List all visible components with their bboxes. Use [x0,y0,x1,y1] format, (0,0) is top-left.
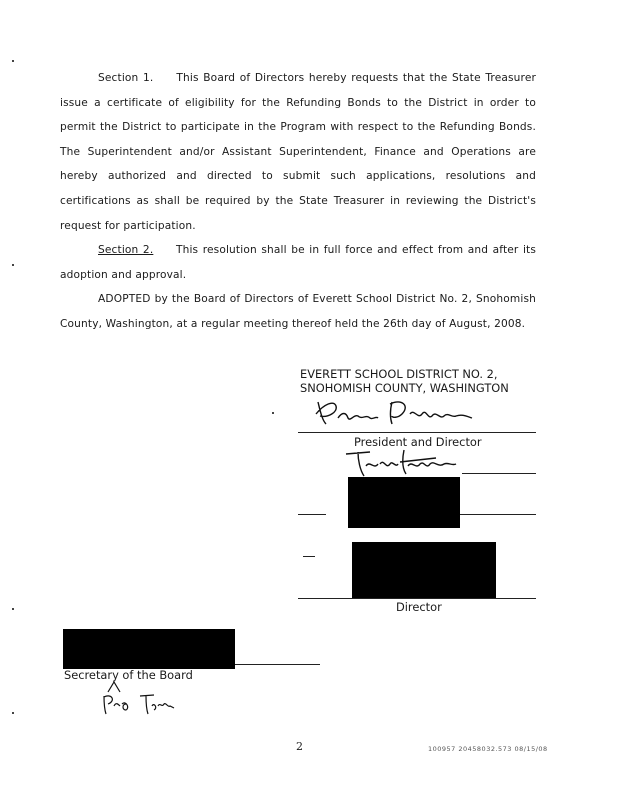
page-number: 2 [296,740,303,753]
redaction-box [352,542,496,598]
district-name-line-2: SNOHOMISH COUNTY, WASHINGTON [300,381,509,395]
scan-speck [12,712,14,714]
secretary-label: Secretary of the Board [64,668,193,682]
director-label: Director [396,600,442,614]
section-2-paragraph [60,238,536,287]
director-signature-line [298,598,536,599]
director-line-stub [303,556,315,557]
pro-tem-handwriting [100,692,180,716]
director-signature-line-top [462,473,536,474]
director-line-left [298,514,326,515]
redaction-box [348,477,460,528]
scan-speck [12,60,14,62]
section-1-body: This Board of Directors hereby requests that the State Treasurer issue a certificate of eligibility for the Refunding Bonds to the District in order to permit the District to participate in the Program with respect to the Refunding Bonds. The Superintendent and/or Assistant Superintendent, Finance and Operations are hereby authorized and directed to submit such applications, resolutions and certifications as shall be required by the State Treasurer in reviewing the District's request for participation. [60,72,536,232]
secretary-signature-line [235,664,320,665]
director-line-right [460,514,536,515]
section-1-heading: Section 1. [98,72,154,84]
document-id: 100957 20458032.573 08/15/08 [428,745,548,753]
district-name-line-1: EVERETT SCHOOL DISTRICT NO. 2, [300,367,498,381]
director-signature [340,446,470,480]
section-2-heading: Section 2. [98,244,154,256]
section-2-body: This resolution shall be in full force and effect from and after its adoption and approval. [60,244,537,281]
scan-speck [272,412,274,414]
adopted-paragraph [60,287,536,336]
president-signature [306,396,506,430]
scan-speck [12,264,14,266]
section-1-paragraph [60,66,536,238]
president-signature-line [298,432,536,433]
scan-speck [12,608,14,610]
adopted-text: ADOPTED by the Board of Directors of Everett School District No. 2, Snohomish County, Washington, at a regular meeting thereof held the 26th day of August, 2008. [60,293,536,330]
redaction-box [63,629,235,669]
president-director-label: President and Director [354,435,482,449]
